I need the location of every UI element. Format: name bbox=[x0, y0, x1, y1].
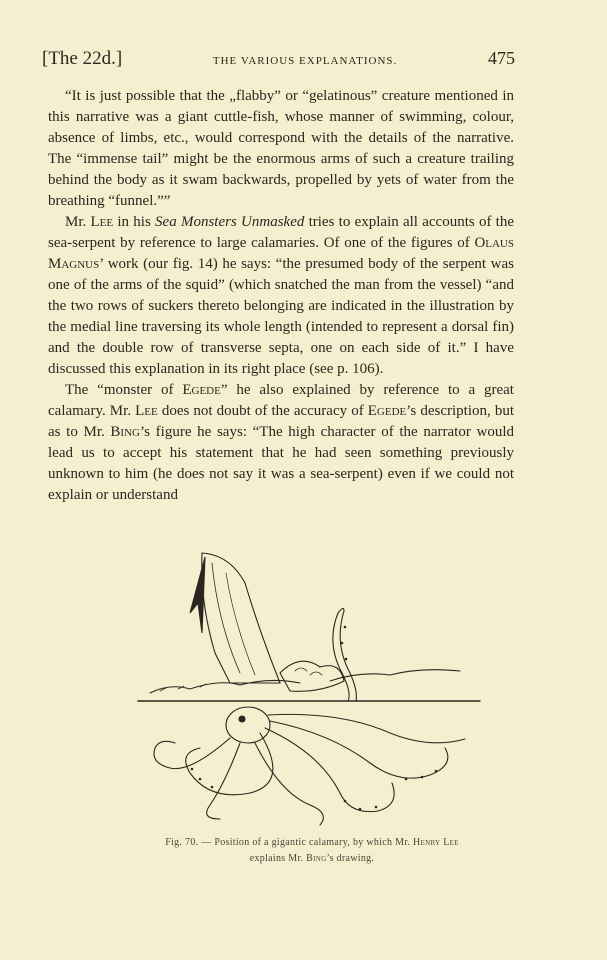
header-section-label: [The 22d.] bbox=[42, 48, 123, 69]
running-header bbox=[42, 48, 515, 70]
name-egede: Egede bbox=[182, 382, 221, 398]
author-lee: Lee bbox=[90, 214, 114, 230]
paragraph-2: Mr. Lee in his Sea Monsters Unmasked tries to explain all accounts of the sea-serpent by reference to large calamaries. Of one of the figures of Olaus Magnus’ work (our fig. 14) he says: “the presumed body of the serpent was one of the arms of the squid” (which snatched the man from the vessel) “and the two rows of suckers thereto belonging are indicated in the illustration by the medial line traversing its whole length (intended to represent a dorsal fin) and the double row of transverse septa, one on each side of it.” I have discussed this explanation in its right place (see p. 106). bbox=[48, 214, 515, 377]
author-lee: Lee bbox=[135, 403, 158, 419]
name-bing: Bing bbox=[110, 424, 140, 440]
body-text bbox=[48, 86, 514, 506]
name-egede: Egede bbox=[367, 403, 407, 419]
calamary-illustration bbox=[130, 543, 490, 828]
paragraph-1: “It is just possible that the „flabby” or “gelatinous” creature mentioned in this narrative was a giant cuttle-fish, whose manner of swimming, colour, absence of limbs, etc., would correspond with the details of the narrative. The “immense tail” might be the enormous arms of such a creature trailing behind the body as it swam backwards, propelled by yets of water from the breathing “funnel.”” bbox=[48, 88, 514, 209]
header-title: THE VARIOUS EXPLANATIONS. bbox=[212, 55, 398, 67]
author-olaus-magnus: Olaus Magnus bbox=[48, 235, 514, 272]
book-title: Sea Monsters Unmasked bbox=[155, 214, 305, 230]
caption-henry-lee: Henry Lee bbox=[413, 837, 459, 848]
paragraph-3: The “monster of Egede” he also explained by reference to a great calamary. Mr. Lee does not doubt of the accuracy of Egede’s description, but as to Mr. Bing’s figure he says: “The high character of the narrator would lead us to accept his statement that he had seen something previously unknown to him (he does not say it was a sea-serpent) even if we could not explain or understand bbox=[48, 382, 515, 503]
caption-bing: Bing bbox=[306, 853, 327, 864]
figure-caption: Fig. 70. — Position of a gigantic calamary, by which Mr. Henry Lee explains Mr. Bing’s drawing. bbox=[165, 837, 459, 864]
page-number: 475 bbox=[488, 48, 515, 68]
